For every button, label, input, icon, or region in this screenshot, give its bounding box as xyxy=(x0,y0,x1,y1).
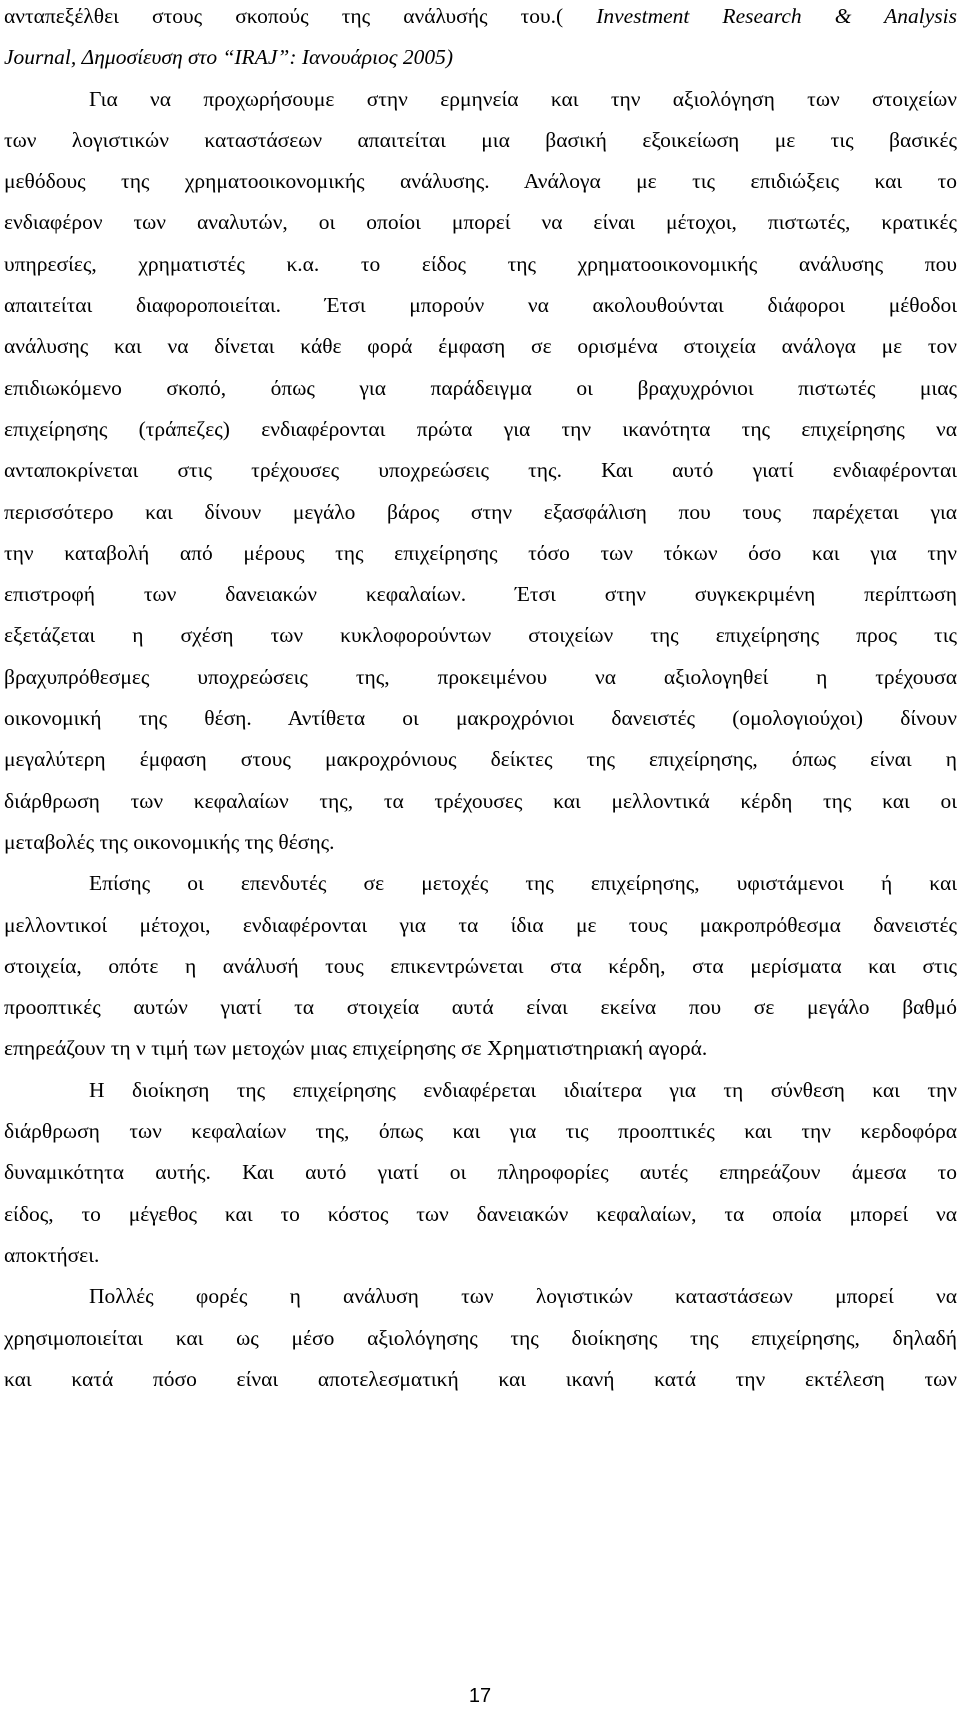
text-line: μελλοντικοί μέτοχοι, ενδιαφέρονται για τα ίδια με τους μακροπρόθεσμα δανειστές xyxy=(4,912,957,937)
text-line: είδος, το μέγεθος και το κόστος των δανειακών κεφαλαίων, τα οποία μπορεί να xyxy=(4,1201,957,1226)
text-line: μεθόδους της χρηματοοικονομικής ανάλυσης. Ανάλογα με τις επιδιώξεις και το xyxy=(4,169,957,194)
text-line: περισσότερο και δίνουν μεγάλο βάρος στην εξασφάλιση που τους παρέχεται για xyxy=(4,499,957,524)
paragraph-1 xyxy=(4,79,957,864)
citation-source-line: Journal, Δημοσίευση στο “IRAJ”: Ιανουάριος 2005) xyxy=(4,45,454,70)
text-line: χρησιμοποιείται και ως μέσο αξιολόγησης της διοίκησης της επιχείρησης, δηλαδή xyxy=(4,1325,957,1350)
paragraph-2 xyxy=(4,863,957,1069)
text-line: Για να προχωρήσουμε στην ερμηνεία και την αξιολόγηση των στοιχείων xyxy=(89,86,957,111)
text-line: ανάλυσης και να δίνεται κάθε φορά έμφαση σε ορισμένα στοιχεία ανάλογα με τον xyxy=(4,334,957,359)
text-line: την καταβολή από μέρους της επιχείρησης τόσο των τόκων όσο και για την xyxy=(4,540,957,565)
text-line: επιχείρησης (τράπεζες) ενδιαφέρονται πρώτα για την ικανότητα της επιχείρησης να xyxy=(4,416,957,441)
text-line: μεταβολές της οικονομικής της θέσης. xyxy=(4,829,335,854)
text-line: διάρθρωση των κεφαλαίων της, τα τρέχουσες και μελλοντικά κέρδη της και οι xyxy=(4,788,957,813)
paragraph-4 xyxy=(4,1276,957,1400)
text-line: μεγαλύτερη έμφαση στους μακροχρόνιους δείκτες της επιχείρησης, όπως είναι η xyxy=(4,747,957,772)
page-number: 17 xyxy=(468,1685,492,1707)
text-line: Πολλές φορές η ανάλυση των λογιστικών καταστάσεων μπορεί να xyxy=(89,1284,957,1309)
text-line: εξετάζεται η σχέση των κυκλοφορούντων στοιχείων της επιχείρησης προς τις xyxy=(4,623,957,648)
text-line xyxy=(4,0,957,37)
text-line: και κατά πόσο είναι αποτελεσματική και ικανή κατά την εκτέλεση των xyxy=(4,1366,957,1391)
text-line: Η διοίκηση της επιχείρησης ενδιαφέρεται ιδιαίτερα για τη σύνθεση και την xyxy=(89,1077,957,1102)
text-line: βραχυπρόθεσμες υποχρεώσεις της, προκειμένου να αξιολογηθεί η τρέχουσα xyxy=(4,664,957,689)
text-line: επιδιωκόμενο σκοπό, όπως για παράδειγμα οι βραχυχρόνιοι πιστωτές μιας xyxy=(4,375,957,400)
text-line: διάρθρωση των κεφαλαίων της, όπως και για τις προοπτικές και την κερδοφόρα xyxy=(4,1119,957,1144)
text-line: στοιχεία, οπότε η ανάλυσή τους επικεντρώνεται στα κέρδη, στα μερίσματα και στις xyxy=(4,953,957,978)
text-line: οικονομική της θέση. Αντίθετα οι μακροχρόνιοι δανειστές (ομολογιούχοι) δίνουν xyxy=(4,706,957,731)
text-line: επηρεάζουν τη ν τιμή των μετοχών μιας επιχείρησης σε Χρηματιστηριακή αγορά. xyxy=(4,1036,708,1061)
text-line: απαιτείται διαφοροποιείται. Έτσι μπορούν να ακολουθούνται διάφοροι μέθοδοι xyxy=(4,293,957,318)
text-line: των λογιστικών καταστάσεων απαιτείται μια βασική εξοικείωση με τις βασικές xyxy=(4,127,957,152)
text-line: επιστροφή των δανειακών κεφαλαίων. Έτσι στην συγκεκριμένη περίπτωση xyxy=(4,582,957,607)
text-line: δυναμικότητα αυτής. Και αυτό γιατί οι πληροφορίες αυτές επηρεάζουν άμεσα το xyxy=(4,1160,957,1185)
text-line: Επίσης οι επενδυτές σε μετοχές της επιχείρησης, υφιστάμενοι ή και xyxy=(89,871,957,896)
intro-text: ανταπεξέλθει στους σκοπούς της ανάλυσής του.( xyxy=(4,4,564,28)
text-line: ενδιαφέρον των αναλυτών, οι οποίοι μπορεί να είναι μέτοχοι, πιστωτές, κρατικές xyxy=(4,210,957,235)
paragraph-3 xyxy=(4,1070,957,1276)
citation-paragraph xyxy=(4,0,957,79)
text-line: υπηρεσίες, χρηματιστές κ.α. το είδος της χρηματοοικονομικής ανάλυσης που xyxy=(4,251,957,276)
text-line: ανταποκρίνεται στις τρέχουσες υποχρεώσεις της. Και αυτό γιατί ενδιαφέρονται xyxy=(4,458,957,483)
citation-italic: Investment Research & Analysis xyxy=(563,4,957,28)
text-line: προοπτικές αυτών γιατί τα στοιχεία αυτά είναι εκείνα που σε μεγάλο βαθμό xyxy=(4,995,957,1020)
body-text xyxy=(4,0,957,1400)
text-line: αποκτήσει. xyxy=(4,1242,100,1267)
